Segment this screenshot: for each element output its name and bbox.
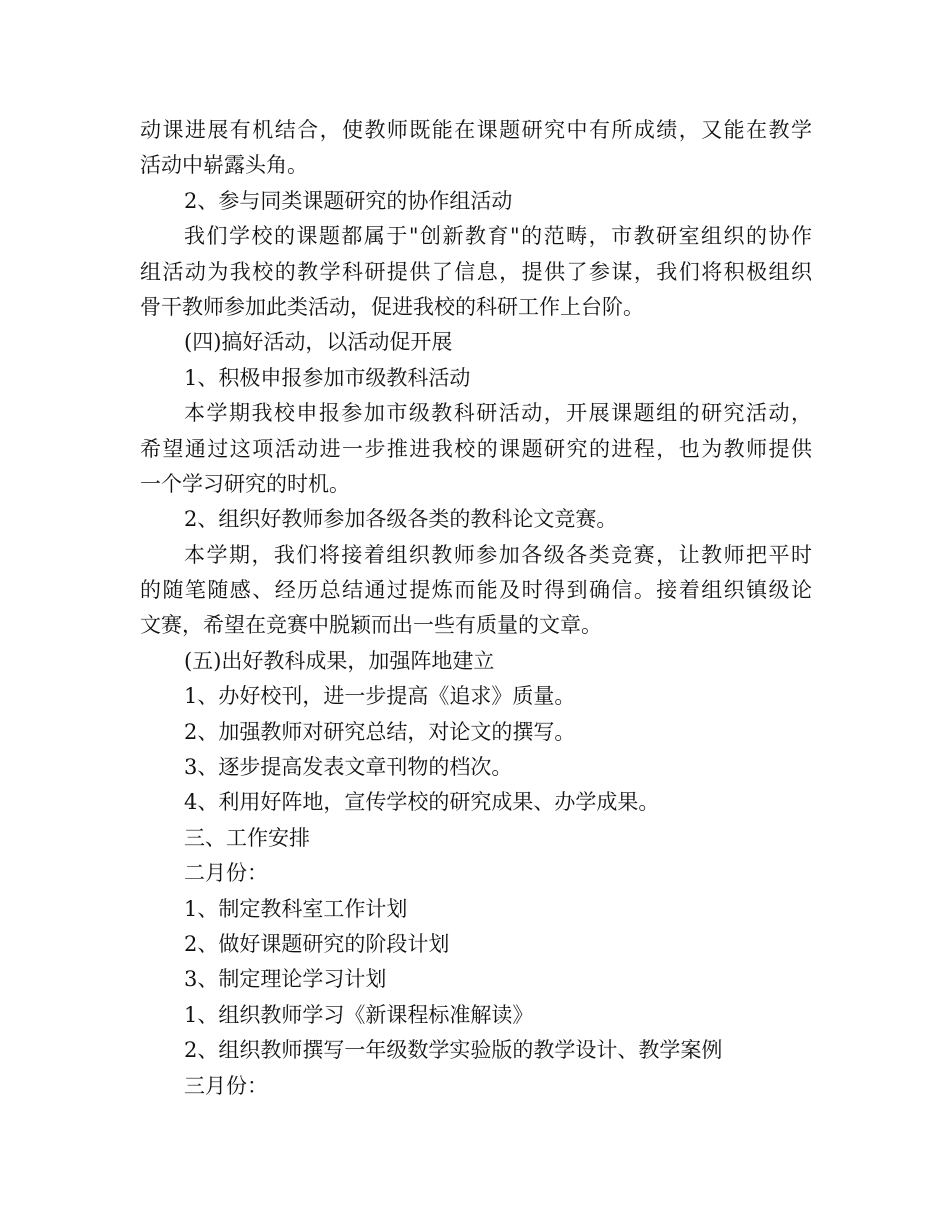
document-body — [140, 113, 812, 1104]
text-line: 希望通过这项活动进一步推进我校的课题研究的进程，也为教师提供 — [140, 436, 812, 461]
text-line: 三月份： — [184, 1073, 268, 1098]
text-line: 二月份： — [184, 861, 268, 886]
text-line: 3、制定理论学习计划 — [184, 967, 387, 992]
text-line: 骨干教师参加此类活动，促进我校的科研工作上台阶。 — [140, 294, 644, 319]
text-line: 文赛，希望在竞赛中脱颖而出一些有质量的文章。 — [140, 613, 602, 638]
text-line: 1、组织教师学习《新课程标准解读》 — [184, 1002, 534, 1027]
text-line: 2、参与同类课题研究的协作组活动 — [184, 188, 513, 213]
text-line: 三、工作安排 — [184, 825, 310, 850]
text-line: (四)搞好活动，以活动促开展 — [184, 330, 453, 355]
text-line: 本学期我校申报参加市级教科研活动，开展课题组的研究活动， — [184, 401, 812, 426]
text-line: 2、组织好教师参加各级各类的教科论文竞赛。 — [184, 507, 618, 532]
text-line: 活动中崭露头角。 — [140, 153, 308, 178]
text-line: 一个学习研究的时机。 — [140, 471, 350, 496]
text-line: 1、积极申报参加市级教科活动 — [184, 365, 471, 390]
text-line: 本学期，我们将接着组织教师参加各级各类竞赛，让教师把平时 — [184, 542, 812, 567]
text-line: (五)出好教科成果，加强阵地建立 — [184, 648, 495, 673]
text-line: 2、加强教师对研究总结，对论文的撰写。 — [184, 719, 576, 744]
text-line: 1、制定教科室工作计划 — [184, 896, 408, 921]
text-line: 2、组织教师撰写一年级数学实验版的教学设计、教学案例 — [184, 1038, 723, 1063]
text-line: 动课进展有机结合，使教师既能在课题研究中有所成绩，又能在教学 — [140, 118, 812, 142]
text-line: 组活动为我校的教学科研提供了信息，提供了参谋，我们将积极组织 — [140, 259, 812, 284]
text-line: 2、做好课题研究的阶段计划 — [184, 931, 450, 956]
text-line: 3、逐步提高发表文章刊物的档次。 — [184, 755, 513, 780]
text-line: 1、办好校刊，进一步提高《追求》质量。 — [184, 684, 576, 709]
text-line: 4、利用好阵地，宣传学校的研究成果、办学成果。 — [184, 790, 660, 815]
text-line: 的随笔随感、经历总结通过提炼而能及时得到确信。接着组织镇级论 — [140, 578, 812, 603]
text-line: 我们学校的课题都属于"创新教育"的范畴，市教研室组织的协作 — [184, 224, 812, 249]
